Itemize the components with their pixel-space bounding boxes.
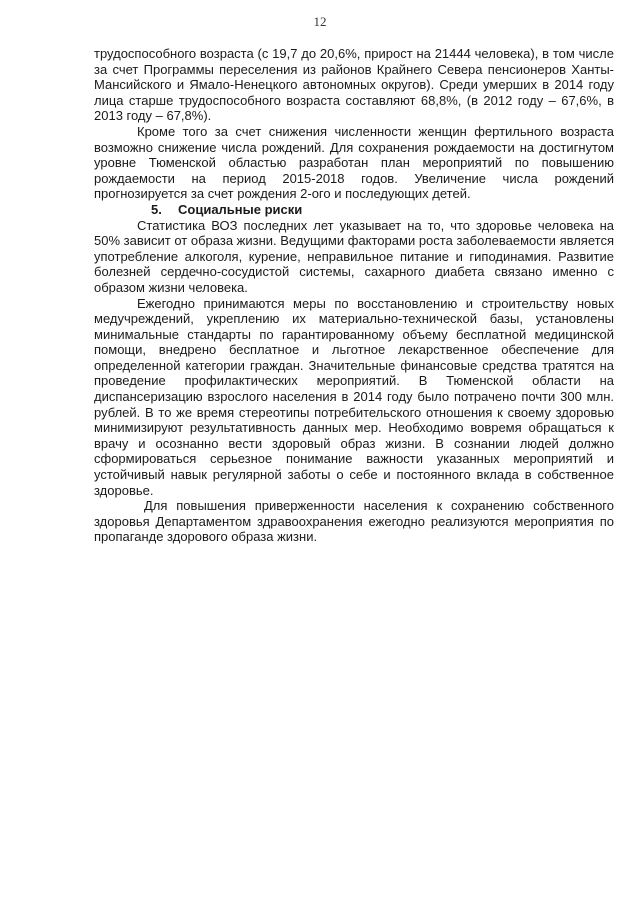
paragraph-healthcare-measures: Ежегодно принимаются меры по восстановлению и строительству новых медучреждений, укреплению их материально-технической базы, установлены минимальные стандарты по гарантированному объему бесплатной медицинской помощи, внедрено бесплатное и льготное лекарственное обеспечение для определенной категории граждан. Значительные финансовые средства тратятся на проведение профилактических мероприятий. В Тюменской области на диспансеризацию взрослого населения в 2014 году было потрачено почти 300 млн. рублей. В то же время стереотипы потребительского отношения к своему здоровью минимизируют результативность данных мер. Необходимо вовремя обращаться к врачу и осознанно вести здоровый образ жизни. В сознании людей должно сформироваться серьезное понимание важности указанных мероприятий и устойчивый навык регулярной заботы о себе и постоянного вклада в собственное здоровье. <box>94 295 614 498</box>
paragraph-birth-rate: Кроме того за счет снижения численности женщин фертильного возраста возможно снижение числа рождений. Для сохранения рождаемости на достигнутом уровне Тюменской областью разработан план мероприятий по повышению рождаемости на период 2015-2018 годов. Увеличение числа рождений прогнозируется за счет рождения 2-ого и последующих детей. <box>94 123 614 202</box>
section-heading <box>94 202 614 218</box>
section-number: 5. <box>151 201 162 217</box>
paragraph-elderly-share: трудоспособного возраста (с 19,7 до 20,6%, прирост на 21444 человека), в том числе за счет Программы переселения из районов Крайнего Севера пенсионеров Ханты-Мансийского и Ямало-Ненецкого автономных округов). Среди умерших в 2014 году лица старше трудоспособного возраста составляют 68,8%, (в 2012 году – 67,6%, в 2013 году – 67,8%). <box>94 46 614 124</box>
page-number: 12 <box>313 14 327 29</box>
document-body <box>94 46 614 545</box>
paragraph-health-promotion: Для повышения приверженности населения к сохранению собственного здоровья Департаментом здравоохранения ежегодно реализуются мероприятия по пропаганде здорового образа жизни. <box>94 498 614 545</box>
section-title: Социальные риски <box>178 201 303 217</box>
paragraph-who-statistics: Статистика ВОЗ последних лет указывает на то, что здоровье человека на 50% зависит от образа жизни. Ведущими факторами роста заболеваемости является употребление алкоголя, курение, неправильное питание и гиподинамия. Развитие болезней сердечно-сосудистой системы, сахарного диабета связано именно с образом жизни человека. <box>94 217 614 295</box>
